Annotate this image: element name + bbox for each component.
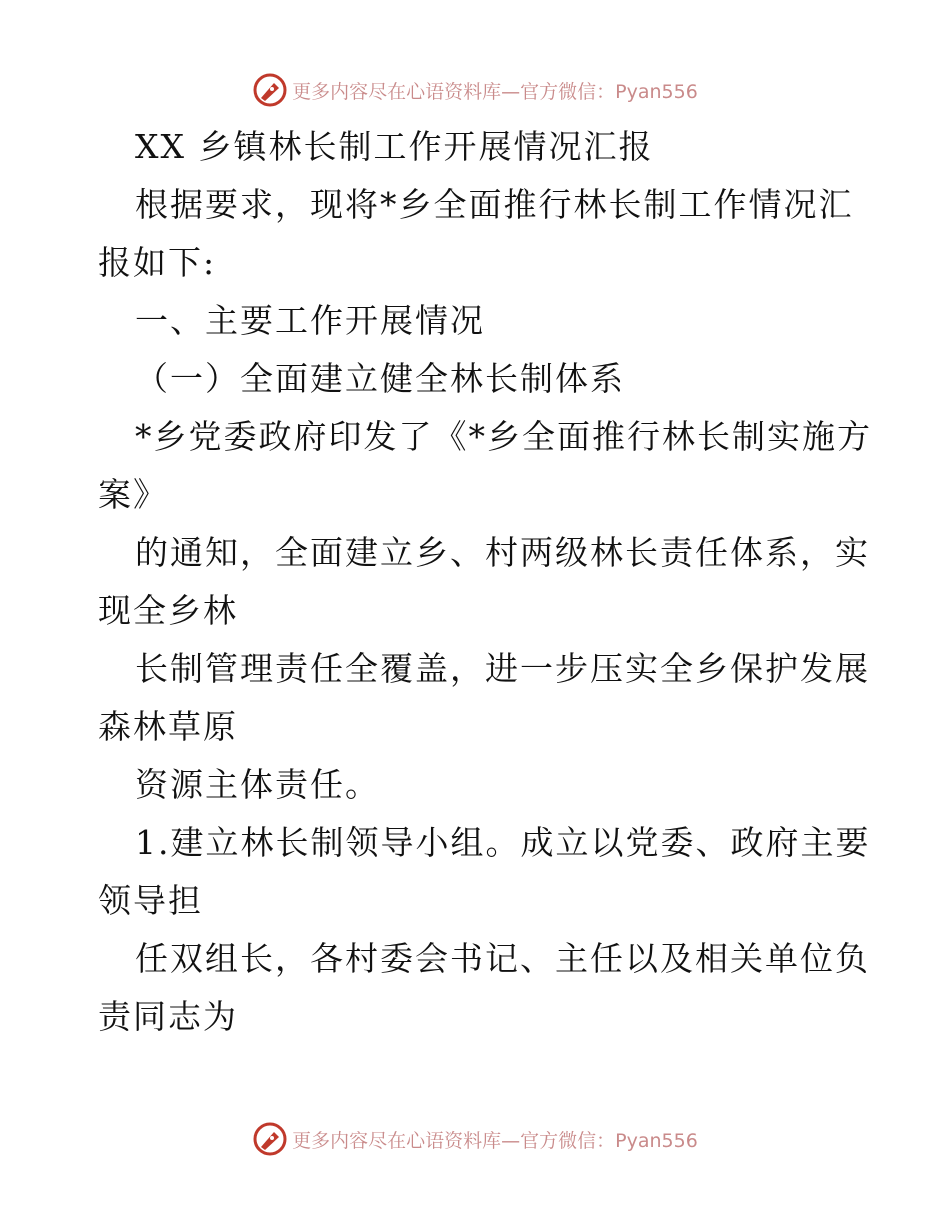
paragraph-line: *乡党委政府印发了《*乡全面推行林长制实施方	[135, 417, 872, 456]
document-title: XX 乡镇林长制工作开展情况汇报	[135, 127, 654, 166]
paragraph-line: 的通知，全面建立乡、村两级林长责任体系，实	[135, 533, 870, 572]
watermark-text: 更多内容尽在心语资料库—官方微信：Pyan556	[292, 80, 698, 103]
header-watermark	[0, 70, 950, 110]
paragraph-line: 森林草原	[98, 707, 238, 746]
paragraph-line: 任双组长，各村委会书记、主任以及相关单位负	[135, 939, 870, 978]
subsection-heading: （一）全面建立健全林长制体系	[135, 359, 625, 398]
paragraph-line: 现全乡林	[98, 591, 238, 630]
document-body	[98, 118, 872, 1046]
paragraph-line: 领导担	[98, 881, 203, 920]
paragraph-line: 报如下:	[98, 243, 217, 282]
paragraph-line: 责同志为	[98, 997, 238, 1036]
list-item-line: 1.建立林长制领导小组。成立以党委、政府主要	[135, 823, 871, 862]
pen-nib-logo-icon	[252, 1121, 288, 1157]
paragraph-line: 案》	[98, 475, 168, 514]
paragraph-line: 资源主体责任。	[135, 765, 380, 804]
paragraph-line: 根据要求，现将*乡全面推行林长制工作情况汇	[135, 185, 854, 224]
section-heading: 一、主要工作开展情况	[135, 301, 485, 340]
footer-watermark	[0, 1119, 950, 1159]
watermark-text: 更多内容尽在心语资料库—官方微信：Pyan556	[292, 1129, 698, 1152]
pen-nib-logo-icon	[252, 72, 288, 108]
paragraph-line: 长制管理责任全覆盖，进一步压实全乡保护发展	[135, 649, 870, 688]
